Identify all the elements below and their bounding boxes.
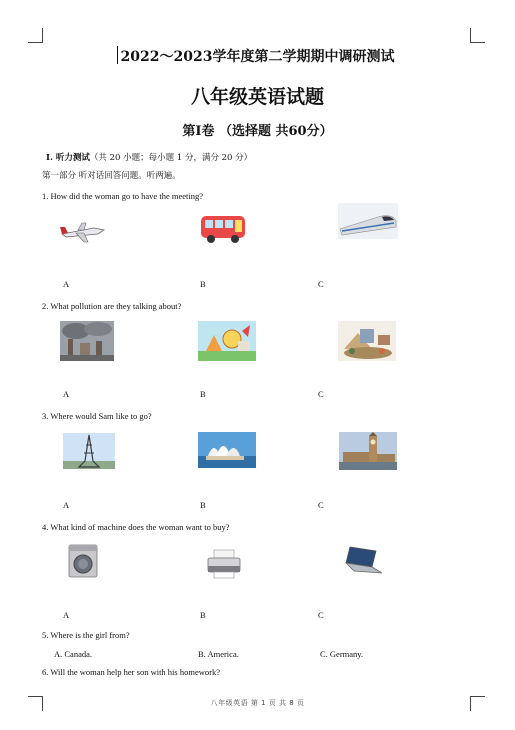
noise-pollution-icon — [198, 321, 256, 361]
question-1: 1. How did the woman go to have the meeting? — [42, 191, 203, 201]
q4-label-a: A — [63, 610, 70, 620]
big-ben-icon — [339, 432, 397, 470]
section-title: Ⅰ. 听力测试 — [46, 153, 90, 163]
section-heading — [46, 151, 252, 163]
eiffel-tower-icon — [63, 433, 115, 469]
exam-title: 2022～2023学年度第二学期期中调研测试 — [120, 49, 395, 65]
volume-title: 第Ⅰ卷 （选择题 共60分） — [182, 124, 333, 139]
question-6: 6. Will the woman help her son with his homework? — [42, 667, 220, 677]
question-5: 5. Where is the girl from? — [42, 630, 130, 640]
q2-label-a: A — [63, 389, 70, 399]
train-icon — [338, 203, 398, 239]
q4-label-b: B — [200, 610, 206, 620]
crop-mark-top-left — [28, 28, 43, 43]
q3-label-a: A — [63, 500, 70, 510]
q1-label-b: B — [200, 279, 206, 289]
q5-option-b: B. America. — [198, 649, 239, 659]
question-4: 4. What kind of machine does the woman want to buy? — [42, 522, 230, 532]
crop-mark-top-right — [470, 28, 485, 43]
air-pollution-icon — [60, 321, 114, 361]
question-2: 2. What pollution are they talking about? — [42, 301, 182, 311]
page-footer: 八年级英语 第 1 页 共 8 页 — [210, 699, 305, 707]
q5-option-c: C. Germany. — [320, 649, 364, 659]
q2-label-c: C — [318, 389, 324, 399]
laptop-icon — [342, 545, 384, 577]
q4-label-c: C — [318, 610, 324, 620]
q1-label-a: A — [63, 279, 70, 289]
sydney-opera-house-icon — [198, 432, 256, 468]
section-note: （共 20 小题；每小题 1 分，满分 20 分） — [89, 153, 253, 163]
garbage-pollution-icon — [338, 321, 396, 361]
bus-icon — [199, 212, 249, 246]
q3-label-b: B — [200, 500, 206, 510]
part-instruction: 第一部分 听对话回答问题。听两遍。 — [42, 171, 181, 181]
q1-label-c: C — [318, 279, 324, 289]
question-3: 3. Where would Sam like to go? — [42, 411, 152, 421]
subject-title: 八年级英语试题 — [190, 86, 324, 108]
plane-icon — [58, 218, 108, 246]
q3-label-c: C — [318, 500, 324, 510]
printer-icon — [206, 548, 242, 580]
washing-machine-icon — [68, 544, 98, 578]
q5-option-a: A. Canada. — [54, 649, 93, 659]
q2-label-b: B — [200, 389, 206, 399]
